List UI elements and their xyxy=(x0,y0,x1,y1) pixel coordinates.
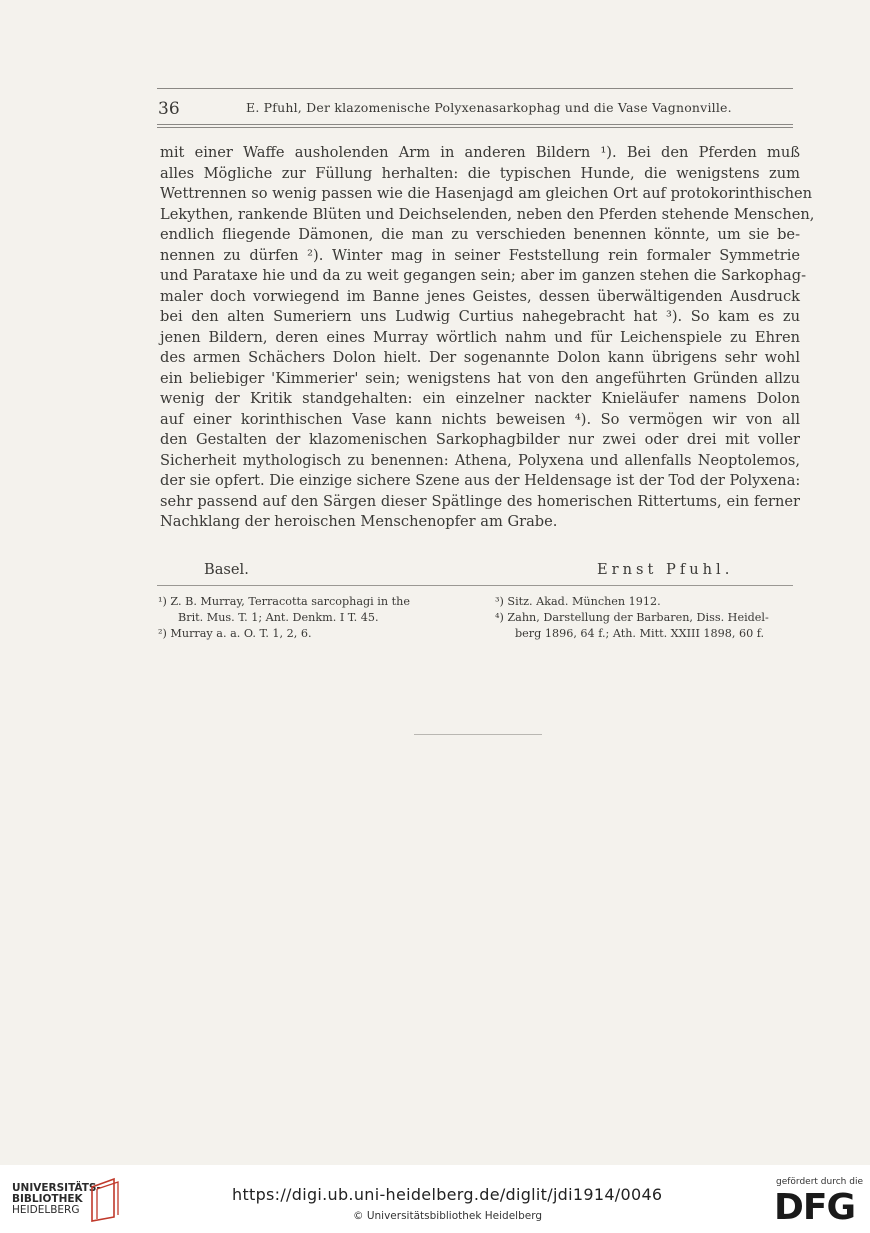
body-line: jenen Bildern, deren eines Murray wörtlich nahm und für Leichenspiele zu Ehren xyxy=(160,328,800,346)
body-line: und Parataxe hie und da zu weit gegangen sein; aber im ganzen stehen die Sarkophag- xyxy=(160,267,807,284)
body-line: Lekythen, rankende Blüten und Deichselenden, neben den Pferden stehende Menschen, xyxy=(160,205,815,223)
body-line: bei den alten Sumeriern uns Ludwig Curtius nahegebracht hat ³). So kam es zu xyxy=(160,308,800,325)
page-number: 36 xyxy=(158,99,180,119)
library-line-2: BIBLIOTHEK xyxy=(12,1193,83,1205)
footnotes-left xyxy=(158,594,474,642)
body-line: alles Mögliche zur Füllung herhalten: die typischen Hunde, die wenigstens zum xyxy=(160,164,800,182)
body-line: den Gestalten der klazomenischen Sarkophagbilder nur zwei oder drei mit voller xyxy=(160,431,800,448)
body-line: sehr passend auf den Särgen dieser Spätlinge des homerischen Rittertums, ein ferner xyxy=(160,492,800,510)
body-line: endlich fliegende Dämonen, die man zu verschieden benennen könnte, um sie be- xyxy=(160,226,800,243)
footnote-4-cont: berg 1896, 64 f.; Ath. Mitt. XXIII 1898, 60 f. xyxy=(515,627,765,640)
footnote-4: ⁴) Zahn, Darstellung der Barbaren, Diss. Heidel- xyxy=(495,611,769,624)
body-line: Sicherheit mythologisch zu benennen: Athena, Polyxena und allenfalls Neoptolemos, xyxy=(160,451,800,469)
footnote-separator xyxy=(157,585,793,586)
library-line-1: UNIVERSITÄTS- xyxy=(12,1182,101,1194)
place-of-writing: Basel. xyxy=(204,561,249,578)
body-line: ein beliebiger 'Kimmerier' sein; wenigstens hat von den angeführten Gründen allzu xyxy=(160,369,800,387)
body-line: nennen zu dürfen ²). Winter mag in seiner Feststellung rein formaler Symmetrie xyxy=(160,246,800,264)
header-rule-bottom-2 xyxy=(157,127,793,128)
dfg-logo[interactable]: DFG xyxy=(774,1187,856,1228)
copyright-notice: © Universitätsbibliothek Heidelberg xyxy=(353,1210,543,1222)
body-line: maler doch vorwiegend im Banne jenes Geistes, dessen überwältigenden Ausdruck xyxy=(160,287,800,305)
header-rule-bottom xyxy=(157,124,793,125)
footnote-1-cont: Brit. Mus. T. 1; Ant. Denkm. I T. 45. xyxy=(178,611,379,624)
footnotes-right xyxy=(495,594,797,642)
footnote-3: ³) Sitz. Akad. München 1912. xyxy=(495,595,661,608)
body-line: des armen Schächers Dolon hielt. Der sogenannte Dolon kann übrigens sehr wohl xyxy=(160,349,800,366)
header-rule-top xyxy=(157,88,793,89)
body-line: mit einer Waffe ausholenden Arm in anderen Bildern ¹). Bei den Pferden muß xyxy=(160,144,800,161)
body-line: auf einer korinthischen Vase kann nichts beweisen ⁴). So vermögen wir von all xyxy=(160,410,800,428)
permalink-url[interactable]: https://digi.ub.uni-heidelberg.de/diglit/jdi1914/0046 xyxy=(232,1185,663,1204)
body-line: Wettrennen so wenig passen wie die Hasenjagd am gleichen Ort auf protokorinthischen xyxy=(160,185,813,202)
end-mark-rule xyxy=(414,734,542,735)
body-line: Nachklang der heroischen Menschenopfer am Grabe. xyxy=(160,513,558,530)
viewer-footer xyxy=(0,1165,870,1233)
body-text xyxy=(160,143,815,533)
footnote-2: ²) Murray a. a. O. T. 1, 2, 6. xyxy=(158,627,312,640)
library-line-3: HEIDELBERG xyxy=(12,1204,80,1216)
body-line: wenig der Kritik standgehalten: ein einzelner nackter Knieläufer namens Dolon xyxy=(160,390,800,407)
footnote-1: ¹) Z. B. Murray, Terracotta sarcophagi in the xyxy=(158,595,410,608)
body-line: der sie opfert. Die einzige sichere Szene aus der Heldensage ist der Tod der Polyxena: xyxy=(160,472,801,489)
library-logo-icon[interactable] xyxy=(88,1177,122,1227)
running-title: E. Pfuhl, Der klazomenische Polyxenasarkophag und die Vase Vagnonville. xyxy=(246,100,732,115)
author-signature: Ernst Pfuhl. xyxy=(597,561,734,578)
funding-note: gefördert durch die xyxy=(776,1177,863,1187)
